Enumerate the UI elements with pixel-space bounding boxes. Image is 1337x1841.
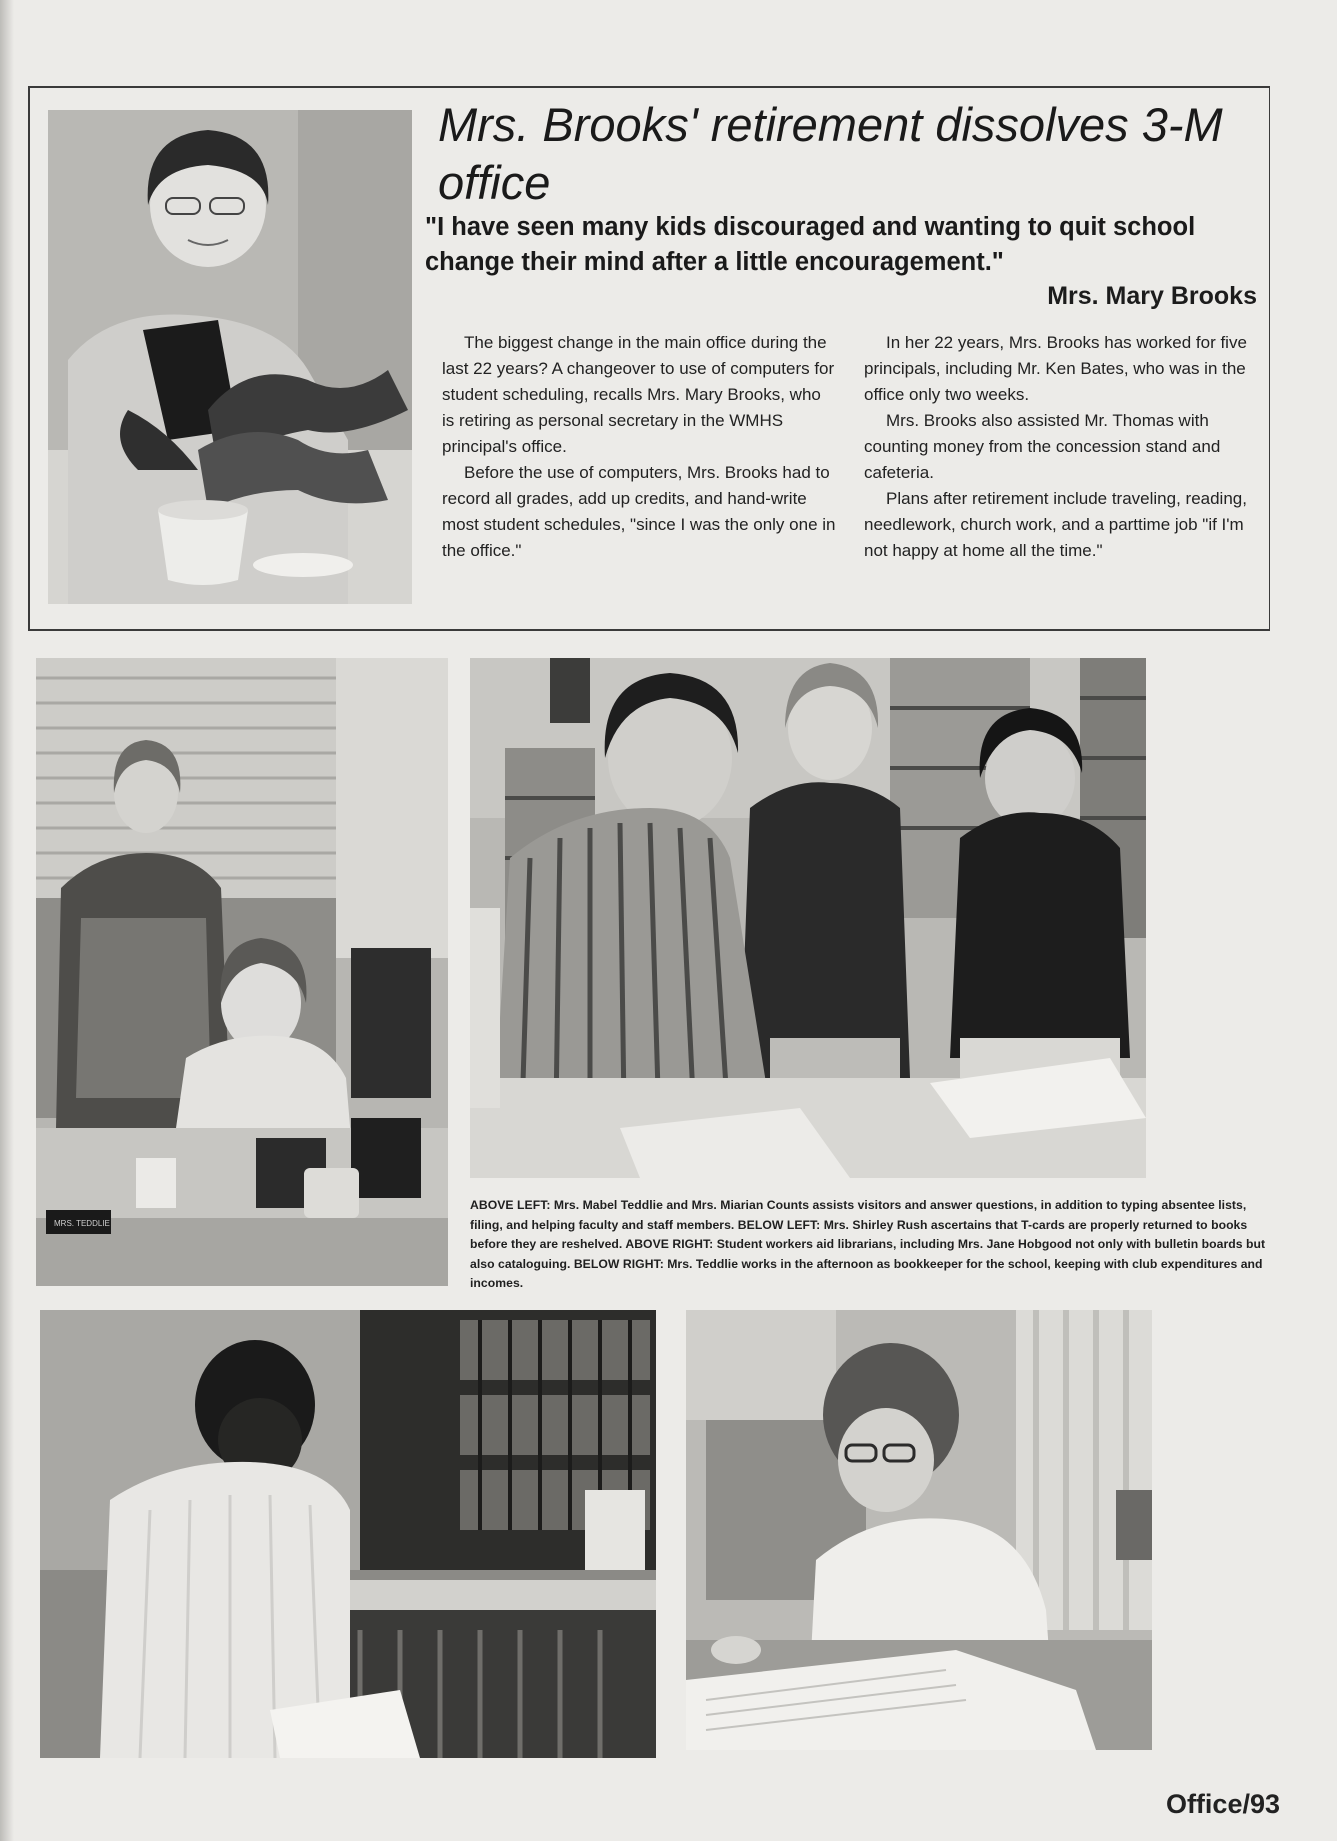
above-left-photo-image — [36, 658, 448, 1286]
paragraph: Mrs. Brooks also assisted Mr. Thomas with counting money from the concession stand and cafeteria. — [864, 411, 1221, 482]
page-folio: Office/93 — [1165, 1789, 1280, 1819]
article-column-right — [864, 330, 1259, 564]
page-binding-shadow — [0, 0, 14, 1841]
below-left-photo-image — [40, 1310, 656, 1758]
pull-quote: "I have seen many kids discouraged and wanting to quit school change their mind after a little encouragement." — [425, 213, 1196, 276]
article-column-left — [442, 330, 837, 564]
portrait-photo-image — [48, 110, 412, 604]
article-headline: Mrs. Brooks' retirement dissolves 3-M office — [438, 98, 1223, 209]
quote-attribution: Mrs. Mary Brooks — [1047, 282, 1257, 310]
below-left-photo — [40, 1310, 656, 1758]
paragraph: Before the use of computers, Mrs. Brooks had to record all grades, add up credits, and hand-write most student schedules, "since I was the only one in the office." — [442, 463, 836, 560]
below-right-photo — [686, 1310, 1152, 1750]
paragraph: In her 22 years, Mrs. Brooks has worked for five principals, including Mr. Ken Bates, who was in the office only two weeks. — [864, 333, 1247, 404]
portrait-photo — [48, 110, 412, 604]
photo-caption: ABOVE LEFT: Mrs. Mabel Teddlie and Mrs. Miarian Counts assists visitors and answer questions, in addition to typing absentee lists, filing, and helping faculty and staff members. BELOW LEFT: Mrs. Shirley Rush ascertains that T-cards are properly returned to books before they are reshelved. ABOVE RIGHT: Student workers aid librarians, including Mrs. Jane Hobgood not only with bulletin boards but also cataloguing. BELOW RIGHT: Mrs. Teddlie works in the afternoon as bookkeeper for the school, keeping with club expenditures and incomes. — [470, 1198, 1266, 1290]
paragraph: The biggest change in the main office during the last 22 years? A changeover to use of computers for student scheduling, recalls Mrs. Mary Brooks, who is retiring as personal secretary in the WMHS principal's office. — [442, 333, 835, 456]
paragraph: Plans after retirement include traveling, reading, needlework, church work, and a parttime job "if I'm not happy at home all the time." — [864, 489, 1247, 560]
above-right-photo-image — [470, 658, 1146, 1178]
above-right-photo — [470, 658, 1146, 1178]
desk-nameplate-text: MRS. TEDDLIE — [54, 1219, 110, 1228]
below-right-photo-image — [686, 1310, 1152, 1750]
above-left-photo — [36, 658, 448, 1286]
